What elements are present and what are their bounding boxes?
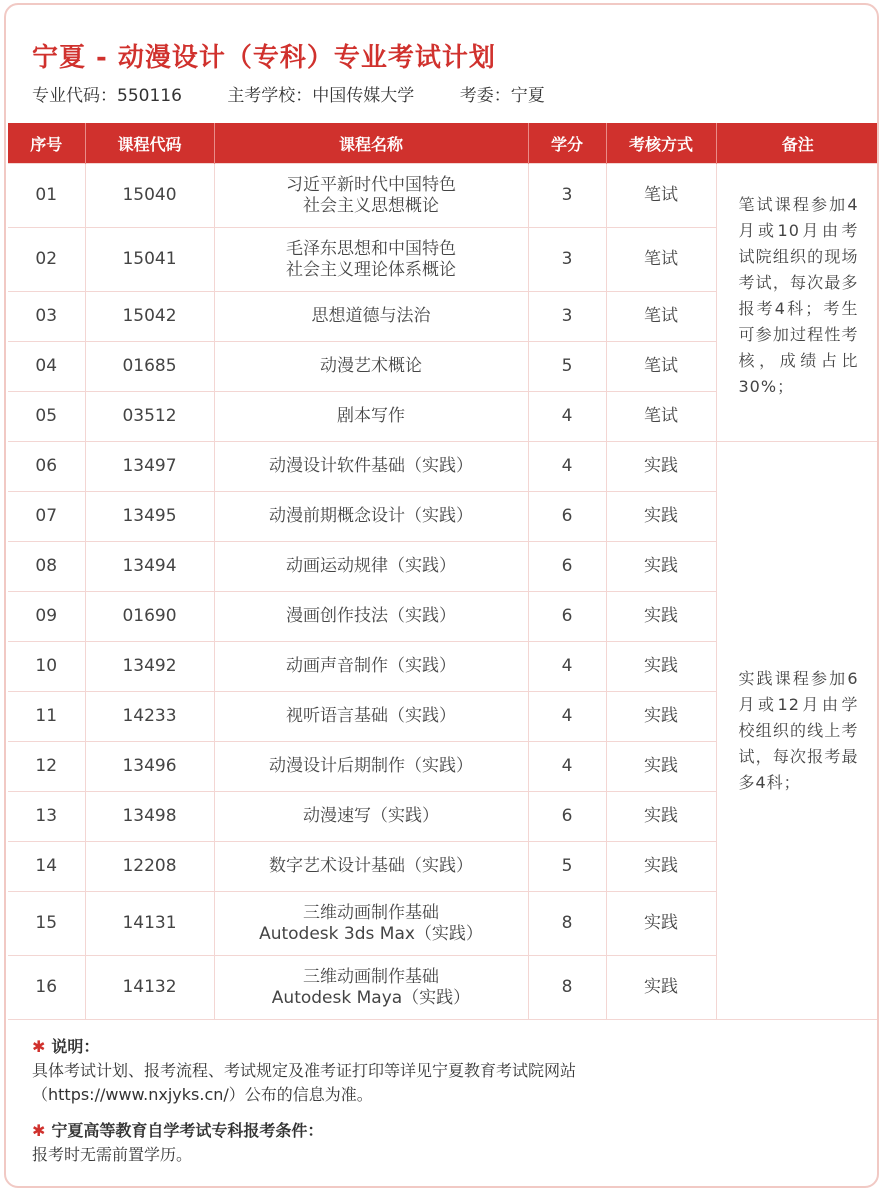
cell-credit: 8 [528,956,606,1020]
remark-written: 笔试课程参加4月或10月由考试院组织的现场考试，每次最多报考4科；考生可参加过程性考核，成绩占比30%； [716,164,879,442]
cell-credit: 8 [528,892,606,956]
cell-no: 12 [8,742,85,792]
cell-method: 实践 [606,742,716,792]
cell-credit: 6 [528,542,606,592]
cell-code: 15041 [85,228,214,292]
cell-credit: 5 [528,842,606,892]
cell-code: 13496 [85,742,214,792]
cell-method: 实践 [606,492,716,542]
cell-no: 01 [8,164,85,228]
header-credit: 学分 [528,123,606,164]
cell-code: 13498 [85,792,214,842]
cell-credit: 3 [528,164,606,228]
course-name-line-1: 毛泽东思想和中国特色 [286,238,456,259]
cell-code: 15040 [85,164,214,228]
course-name-line-1: 漫画创作技法（实践） [286,606,456,626]
course-table [8,123,879,1020]
cell-no: 14 [8,842,85,892]
cell-name [214,342,528,392]
cell-method: 笔试 [606,228,716,292]
table-header-row [8,123,879,164]
course-name-line-1: 数字艺术设计基础（实践） [269,856,473,876]
cell-no: 13 [8,792,85,842]
cell-no: 05 [8,392,85,442]
cell-no: 11 [8,692,85,742]
cell-credit: 6 [528,592,606,642]
header-remark: 备注 [716,123,879,164]
course-name-line-1: 动画运动规律（实践） [286,556,456,576]
cell-code: 01685 [85,342,214,392]
notes-section [32,1035,862,1179]
course-name-line-1: 习近平新时代中国特色 [286,174,456,195]
course-name-line-1: 动漫设计后期制作（实践） [269,756,473,776]
course-name-line-2: 社会主义思想概论 [303,195,439,216]
header-code: 课程代码 [85,123,214,164]
course-name-line-2: 社会主义理论体系概论 [286,259,456,280]
cell-credit: 3 [528,292,606,342]
cell-name [214,792,528,842]
cell-code: 14131 [85,892,214,956]
condition-block [32,1119,862,1167]
cell-code: 15042 [85,292,214,342]
remark-practice: 实践课程参加6月或12月由学校组织的线上考试，每次报考最多4科； [716,442,879,1020]
course-name-line-1: 三维动画制作基础 [303,902,439,923]
cell-method: 实践 [606,842,716,892]
course-name-line-1: 动漫设计软件基础（实践） [269,456,473,476]
course-name-line-1: 动漫速写（实践） [303,806,439,826]
cell-method: 实践 [606,692,716,742]
cell-name [214,842,528,892]
course-name-line-1: 动漫艺术概论 [320,356,422,376]
cell-credit: 3 [528,228,606,292]
cell-code: 03512 [85,392,214,442]
course-name-line-1: 剧本写作 [337,406,405,426]
explain-block [32,1035,862,1107]
page-title: 宁夏 - 动漫设计（专科）专业考试计划 [32,43,496,73]
cell-no: 09 [8,592,85,642]
cell-no: 08 [8,542,85,592]
cell-method: 笔试 [606,292,716,342]
cell-no: 15 [8,892,85,956]
explain-line-1: 具体考试计划、报考流程、考试规定及准考证打印等详见宁夏教育考试院网站 [32,1061,577,1080]
cell-method: 笔试 [606,342,716,392]
course-name-line-2: Autodesk Maya（实践） [271,987,471,1008]
major-meta [32,81,585,106]
cell-credit: 4 [528,392,606,442]
cell-credit: 5 [528,342,606,392]
cell-code: 12208 [85,842,214,892]
cell-name [214,742,528,792]
asterisk-icon: ✱ [32,1037,46,1056]
cell-method: 实践 [606,442,716,492]
exam-plan-card [4,3,879,1188]
host-school: 主考学校：中国传媒大学 [227,86,415,106]
cell-name [214,228,528,292]
condition-title: 宁夏高等教育自学考试专科报考条件： [51,1121,324,1140]
cell-code: 13494 [85,542,214,592]
asterisk-icon: ✱ [32,1121,46,1140]
cell-method: 笔试 [606,164,716,228]
major-code: 专业代码：550116 [32,86,182,106]
exam-committee: 考委：宁夏 [459,86,545,106]
cell-credit: 4 [528,692,606,742]
course-name-line-1: 动画声音制作（实践） [286,656,456,676]
course-name-line-1: 三维动画制作基础 [303,966,439,987]
cell-no: 10 [8,642,85,692]
condition-text: 报考时无需前置学历。 [32,1145,193,1164]
table-row [8,164,879,228]
header-method: 考核方式 [606,123,716,164]
cell-method: 实践 [606,956,716,1020]
cell-no: 16 [8,956,85,1020]
table-row [8,442,879,492]
cell-name [214,956,528,1020]
cell-name [214,164,528,228]
cell-credit: 4 [528,442,606,492]
header-no: 序号 [8,123,85,164]
cell-no: 02 [8,228,85,292]
cell-credit: 4 [528,742,606,792]
cell-name [214,392,528,442]
cell-no: 07 [8,492,85,542]
cell-code: 13497 [85,442,214,492]
cell-code: 14233 [85,692,214,742]
cell-code: 13495 [85,492,214,542]
cell-name [214,492,528,542]
cell-credit: 4 [528,642,606,692]
cell-name [214,442,528,492]
cell-name [214,692,528,742]
course-name-line-1: 动漫前期概念设计（实践） [269,506,473,526]
header-name: 课程名称 [214,123,528,164]
cell-name [214,642,528,692]
cell-method: 笔试 [606,392,716,442]
course-name-line-2: Autodesk 3ds Max（实践） [259,923,483,944]
cell-no: 06 [8,442,85,492]
cell-credit: 6 [528,492,606,542]
cell-name [214,542,528,592]
cell-code: 01690 [85,592,214,642]
explain-title: 说明： [51,1037,100,1056]
cell-no: 03 [8,292,85,342]
cell-code: 13492 [85,642,214,692]
cell-method: 实践 [606,542,716,592]
cell-credit: 6 [528,792,606,842]
cell-name [214,892,528,956]
cell-method: 实践 [606,792,716,842]
course-name-line-1: 视听语言基础（实践） [286,706,456,726]
explain-line-2: （https://www.nxjyks.cn/）公布的信息为准。 [32,1085,373,1104]
cell-no: 04 [8,342,85,392]
cell-method: 实践 [606,642,716,692]
cell-code: 14132 [85,956,214,1020]
cell-method: 实践 [606,892,716,956]
cell-name [214,592,528,642]
cell-method: 实践 [606,592,716,642]
cell-name [214,292,528,342]
course-name-line-1: 思想道德与法治 [311,306,431,326]
